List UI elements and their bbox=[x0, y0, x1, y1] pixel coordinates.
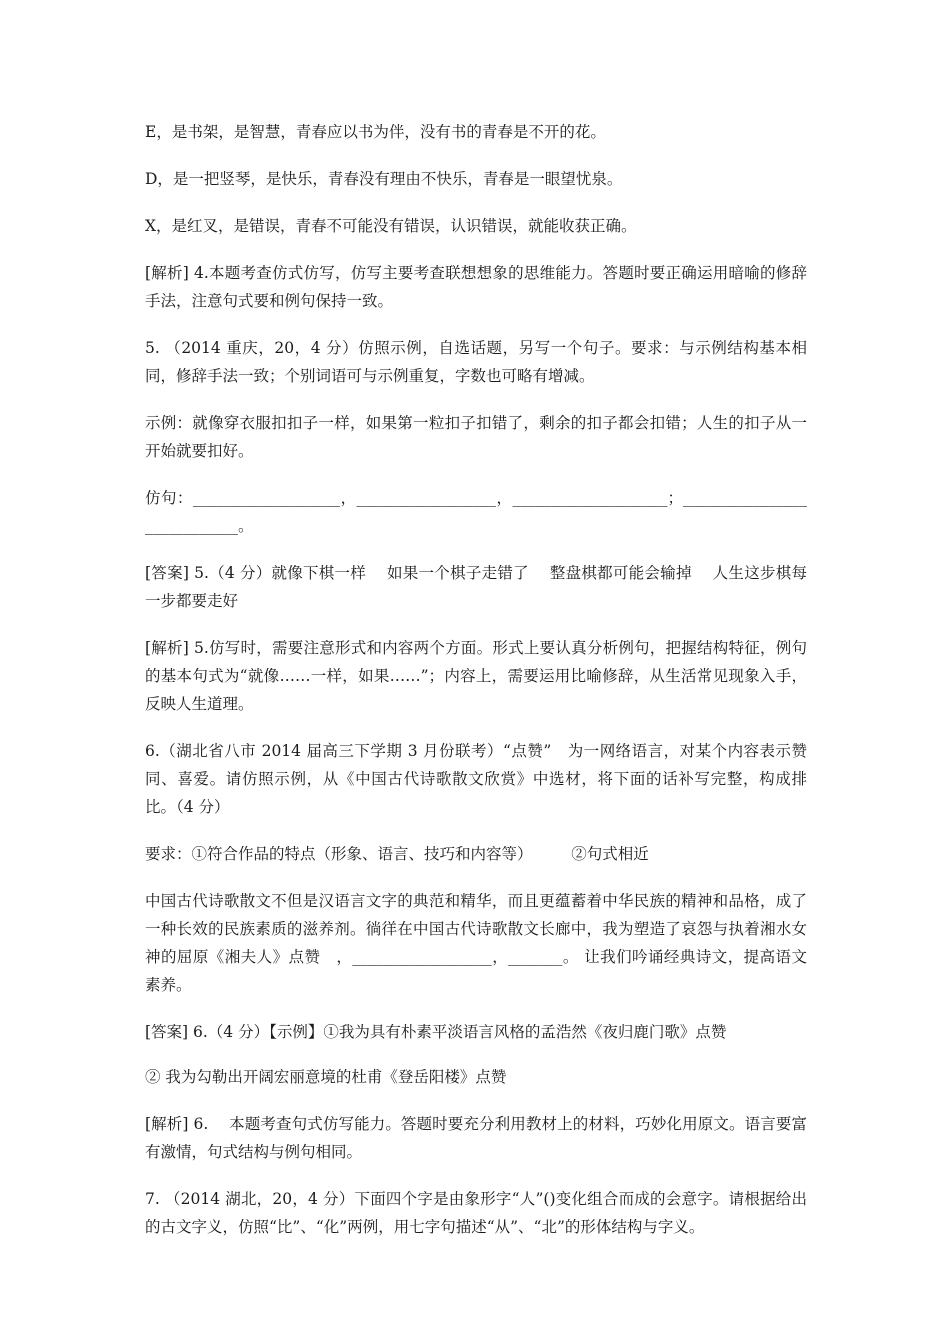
answer-6-example-2: ② 我为勾勒出开阔宏丽意境的杜甫《登岳阳楼》点赞 bbox=[145, 1068, 507, 1086]
answer-line-e: E，是书架，是智慧，青春应以书为伴，没有书的青春是不开的花。 bbox=[145, 123, 606, 141]
analysis-5: [解析] 5.仿写时，需要注意形式和内容两个方面。形式上要认真分析例句，把握结构特征，例句的基本句式为“就像……一样，如果……”；内容上，需要运用比喻修辞，从生活常见现象入手，反映人生道理。 bbox=[145, 639, 807, 713]
question-5: 5. （2014 重庆，20，4 分）仿照示例，自选话题，另写一个句子。要求：与示例结构基本相同，修辞手法一致；个别词语可与示例重复，字数也可略有增减。 bbox=[145, 339, 807, 385]
answer-5: [答案] 5.（4 分）就像下棋一样 如果一个棋子走错了 整盘棋都可能会输掉 人生这步棋每一步都要走好 bbox=[145, 564, 807, 610]
question-6-requirements: 要求：①符合作品的特点（形象、语言、技巧和内容等） ②句式相近 bbox=[145, 845, 649, 863]
document-page bbox=[145, 118, 807, 1260]
answer-line-x: X，是红叉，是错误，青春不可能没有错误，认识错误，就能收获正确。 bbox=[145, 217, 637, 235]
analysis-6: [解析] 6. 本题考查句式仿写能力。答题时要充分利用教材上的材料，巧妙化用原文。语言要富有激情，句式结构与例句相同。 bbox=[145, 1115, 807, 1161]
question-6: 6.（湖北省八市 2014 届高三下学期 3 月份联考）“点赞” 为一网络语言，对某个内容表示赞同、喜爱。请仿照示例，从《中国古代诗歌散文欣赏》中选材，将下面的话补写完整，构成排比。（4 分） bbox=[145, 742, 807, 816]
answer-6-example-1: [答案] 6.（4 分）【示例】①我为具有朴素平淡语言风格的孟浩然《夜归鹿门歌》点赞 bbox=[145, 1023, 727, 1041]
question-7: 7. （2014 湖北，20，4 分）下面四个字是由象形字“人”()变化组合而成的会意字。请根据给出的古文字义，仿照“比”、“化”两例，用七字句描述“从”、“北”的形体结构与字义。 bbox=[145, 1190, 807, 1236]
question-5-example: 示例：就像穿衣服扣扣子一样，如果第一粒扣子扣错了，剩余的扣子都会扣错；人生的扣子从一开始就要扣好。 bbox=[145, 414, 807, 460]
answer-line-d: D，是一把竖琴，是快乐，青春没有理由不快乐，青春是一眼望忧泉。 bbox=[145, 170, 623, 188]
analysis-4: [解析] 4.本题考查仿式仿写，仿写主要考查联想想象的思维能力。答题时要正确运用暗喻的修辞手法，注意句式要和例句保持一致。 bbox=[145, 264, 807, 310]
question-5-blanks: 仿句：___________________，__________________，____________________；____________________________。 bbox=[145, 489, 807, 535]
question-6-passage: 中国古代诗歌散文不但是汉语言文字的典范和精华，而且更蕴蓄着中华民族的精神和品格，成了一种长效的民族素质的滋养剂。徜徉在中国古代诗歌散文长廊中，我为塑造了哀怨与执着湘水女神的屈原《湘夫人》点赞 ，__________________，_______。 让我们吟诵经典诗文，提高语文素养。 bbox=[145, 892, 807, 994]
